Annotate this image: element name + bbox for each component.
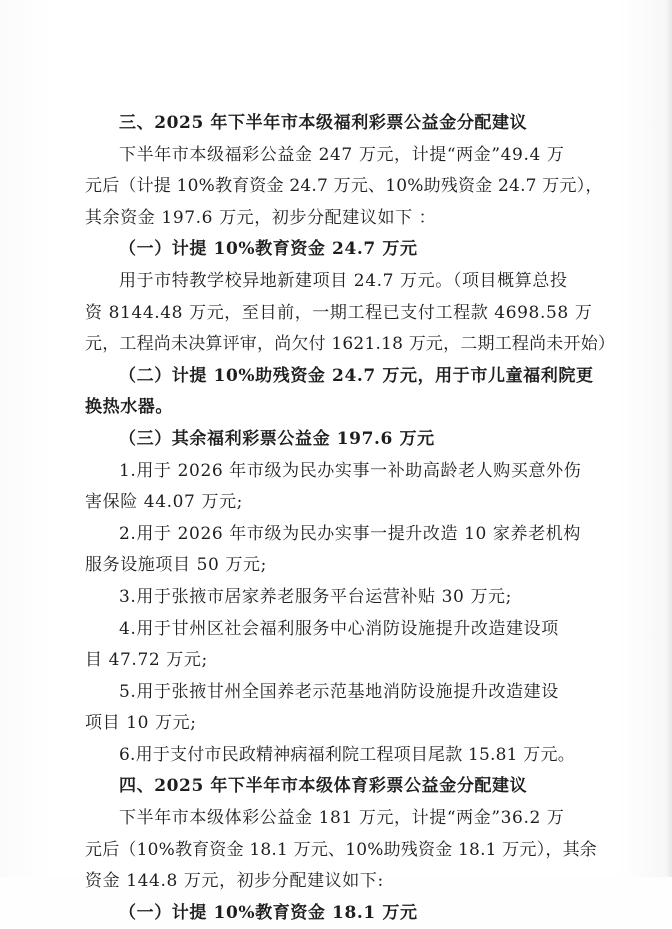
paragraph-line: 元后（计提 10%教育资金 24.7 万元、10%助残资金 24.7 万元）， bbox=[85, 176, 603, 197]
paragraph-line: 下半年市本级体彩公益金 181 万元，计提“两金”36.2 万 bbox=[119, 808, 565, 829]
paragraph-line: 用于市特教学校异地新建项目 24.7 万元。（项目概算总投 bbox=[119, 270, 568, 291]
paragraph-line: 下半年市本级福彩公益金 247 万元，计提“两金”49.4 万 bbox=[119, 144, 565, 165]
list-item-6: 6.用于支付市民政精神病福利院工程项目尾款 15.81 万元。 bbox=[119, 744, 575, 765]
list-item-2-cont: 服务设施项目 50 万元; bbox=[85, 555, 267, 576]
list-item-5: 5.用于张掖甘州全国养老示范基地消防设施提升改造建设 bbox=[119, 681, 559, 702]
list-item-5-cont: 项目 10 万元; bbox=[85, 713, 197, 734]
subheading-remaining-fund: （三）其余福利彩票公益金 197.6 万元 bbox=[119, 428, 435, 449]
list-item-1: 1.用于 2026 年市级为民办实事一补助高龄老人购买意外伤 bbox=[119, 460, 582, 481]
subheading-disability-fund: （二）计提 10%助残资金 24.7 万元，用于市儿童福利院更 bbox=[119, 365, 594, 386]
section-heading-sports-lottery: 四、2025 年下半年市本级体育彩票公益金分配建议 bbox=[119, 776, 528, 797]
section-heading-welfare-lottery: 三、2025 年下半年市本级福利彩票公益金分配建议 bbox=[119, 113, 528, 133]
paragraph-line: 资 8144.48 万元，至目前，一期工程已支付工程款 4698.58 万 bbox=[85, 302, 593, 323]
document-body bbox=[85, 108, 616, 929]
paragraph-line: 元后（10%教育资金 18.1 万元、10%助残资金 18.1 万元），其余 bbox=[85, 839, 597, 860]
list-item-3: 3.用于张掖市居家养老服务平台运营补贴 30 万元; bbox=[119, 586, 512, 607]
page-edge-shadow bbox=[666, 0, 672, 877]
list-item-1-cont: 害保险 44.07 万元; bbox=[85, 492, 244, 513]
list-item-4: 4.用于甘州区社会福利服务中心消防设施提升改造建设项 bbox=[119, 618, 559, 639]
list-item-4-cont: 目 47.72 万元; bbox=[85, 650, 208, 671]
subheading-disability-fund-cont: 换热水器。 bbox=[85, 397, 173, 418]
paragraph-line: 元，工程尚未决算评审，尚欠付 1621.18 万元，二期工程尚未开始） bbox=[85, 334, 616, 355]
paragraph-line: 资金 144.8 万元，初步分配建议如下: bbox=[85, 871, 384, 892]
subheading-education-fund: （一）计提 10%教育资金 24.7 万元 bbox=[119, 239, 418, 260]
subheading-education-fund-sports: （一）计提 10%教育资金 18.1 万元 bbox=[119, 902, 418, 923]
paragraph-line: 其余资金 197.6 万元，初步分配建议如下 ： bbox=[85, 207, 437, 228]
list-item-2: 2.用于 2026 年市级为民办实事一提升改造 10 家养老机构 bbox=[119, 523, 581, 544]
